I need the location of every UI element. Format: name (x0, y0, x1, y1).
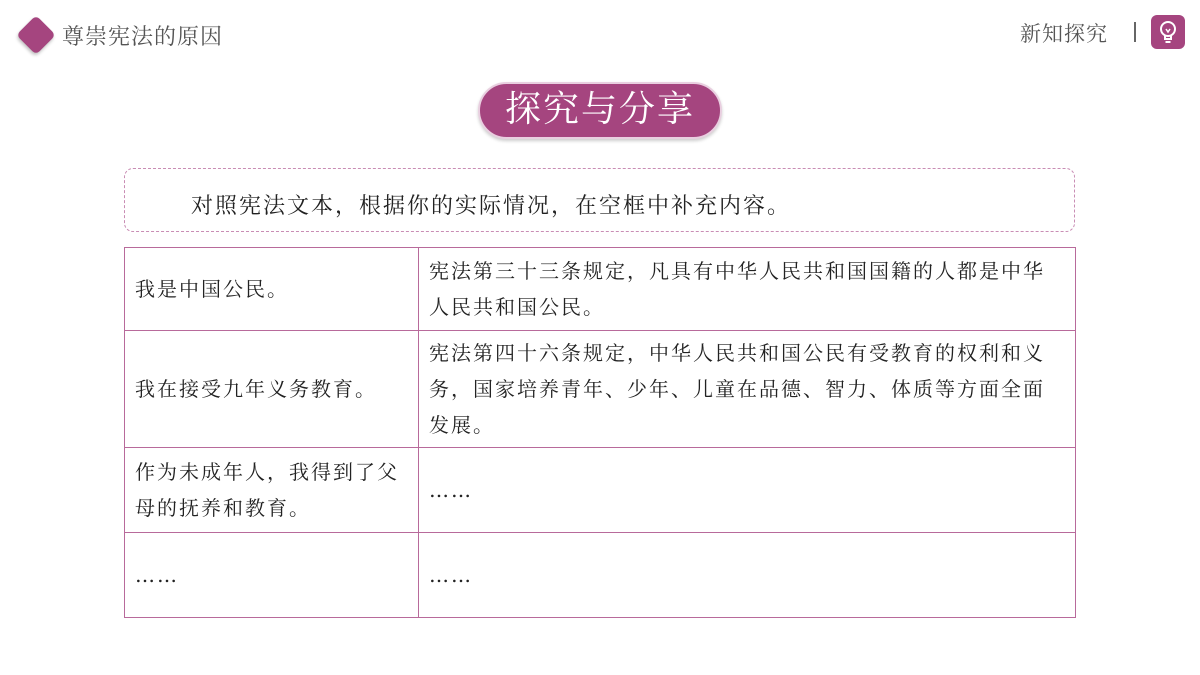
table-row (125, 448, 1076, 533)
table-cell-right: 宪法第三十三条规定，凡具有中华人民共和国国籍的人都是中华人民共和国公民。 (419, 248, 1076, 331)
lightbulb-icon (1151, 15, 1185, 49)
table-row (125, 248, 1076, 331)
table-row (125, 533, 1076, 618)
section-diamond-icon (16, 15, 56, 55)
header-divider (1134, 22, 1136, 42)
banner-title: 探究与分享 (478, 82, 722, 139)
top-right-label: 新知探究 (1020, 22, 1108, 46)
table-cell-left: 我是中国公民。 (125, 248, 419, 331)
table-cell-left: 作为未成年人，我得到了父母的抚养和教育。 (125, 448, 419, 533)
instruction-text: 对照宪法文本，根据你的实际情况，在空框中补充内容。 (191, 194, 792, 219)
table-cell-right: 宪法第四十六条规定，中华人民共和国公民有受教育的权利和义务，国家培养青年、少年、儿童在品德、智力、体质等方面全面发展。 (419, 331, 1076, 448)
table-cell-left: …… (125, 533, 419, 618)
instruction-box (124, 168, 1075, 232)
table-cell-left: 我在接受九年义务教育。 (125, 331, 419, 448)
constitution-table (124, 247, 1076, 618)
section-title: 尊崇宪法的原因 (62, 25, 224, 50)
table-row (125, 331, 1076, 448)
table-cell-right: …… (419, 448, 1076, 533)
table-cell-right: …… (419, 533, 1076, 618)
